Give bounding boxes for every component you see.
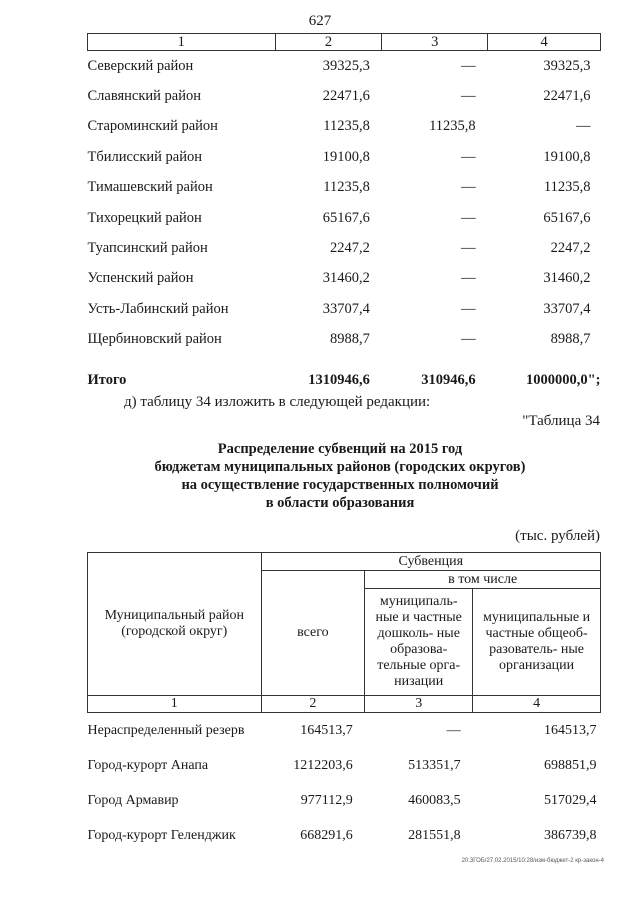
value-col4: 698851,9 [544, 757, 597, 773]
page-number: 627 [308, 13, 332, 29]
district-name: Славянский район [87, 88, 202, 105]
value-col4: 19100,8 [543, 148, 591, 165]
district-name: Туапсинский район [87, 240, 208, 257]
column-number: 2 [275, 34, 382, 51]
value-col4: 8988,7 [550, 331, 591, 348]
header-including: в том числе [365, 571, 601, 589]
value-col3: — [461, 148, 476, 165]
value-col2: 1212203,6 [293, 757, 353, 773]
value-col4: 31460,2 [543, 270, 591, 287]
district-name: Тихорецкий район [87, 209, 202, 226]
column-number: 3 [382, 34, 488, 51]
district-name: Город Армавир [87, 792, 179, 808]
title-line: в области образования [265, 495, 415, 511]
value-col3: 281551,8 [408, 827, 461, 843]
district-name: Тимашевский район [87, 179, 213, 196]
table-row [88, 783, 601, 818]
table-row [88, 81, 601, 111]
value-col2: 39325,3 [322, 57, 370, 74]
units-label: (тыс. рублей) [515, 528, 600, 544]
header-district: Муниципальный район (городской округ) [88, 553, 262, 696]
title-line: Распределение субвенций на 2015 год [217, 441, 463, 457]
district-name: Город-курорт Анапа [87, 757, 209, 773]
value-col4: 39325,3 [543, 57, 591, 74]
total-col2: 1310946,6 [308, 371, 370, 388]
table-row [88, 294, 601, 324]
value-col3: — [461, 331, 476, 348]
table-row [88, 233, 601, 263]
header-general: муниципальные и частные общеоб- разователь- ные организации [473, 589, 601, 696]
header-subvention: Субвенция [261, 553, 600, 571]
district-name: Староминский район [87, 118, 218, 135]
value-col4: 33707,4 [543, 300, 591, 317]
district-name: Нераспределенный резерв [87, 722, 245, 738]
table-title [60, 440, 620, 512]
table-row [88, 112, 601, 142]
title-line: на осуществление государственных полномочий [181, 477, 499, 493]
district-name: Щербиновский район [87, 331, 222, 348]
total-col4: 1000000,0"; [525, 371, 601, 388]
value-col3: — [461, 300, 476, 317]
value-col3: — [461, 240, 476, 257]
value-col2: 164513,7 [300, 722, 353, 738]
value-col3: — [461, 209, 476, 226]
value-col3: — [461, 57, 476, 74]
value-col4: 65167,6 [543, 209, 591, 226]
table-label: "Таблица 34 [522, 413, 600, 429]
value-col2: 33707,4 [322, 300, 370, 317]
value-col2: 65167,6 [322, 209, 370, 226]
table-row [88, 142, 601, 172]
value-col3: — [461, 270, 476, 287]
column-number: 1 [88, 696, 262, 713]
column-number-row [88, 34, 601, 51]
value-col4: — [576, 118, 591, 135]
column-number: 4 [488, 34, 601, 51]
column-number: 2 [261, 696, 365, 713]
subvention-table-34 [87, 552, 601, 853]
table-row [88, 713, 601, 749]
value-col3: — [461, 88, 476, 105]
value-col4: 22471,6 [543, 88, 591, 105]
header-preschool: муниципаль- ные и частные дошколь- ные образова- тельные орга- низации [365, 589, 473, 696]
column-number: 4 [473, 696, 601, 713]
table-row [88, 173, 601, 203]
value-col4: 164513,7 [544, 722, 597, 738]
value-col2: 11235,8 [323, 118, 370, 135]
district-name: Успенский район [87, 270, 194, 287]
value-col3: 513351,7 [408, 757, 461, 773]
title-line: бюджетам муниципальных районов (городских округов) [154, 459, 526, 475]
value-col3: 460083,5 [408, 792, 461, 808]
subvention-table-continued [87, 33, 601, 391]
value-col2: 668291,6 [300, 827, 353, 843]
table-row [88, 325, 601, 355]
value-col3: — [461, 179, 476, 196]
value-col2: 2247,2 [329, 240, 370, 257]
value-col4: 517029,4 [544, 792, 597, 808]
column-number-row [88, 696, 601, 713]
table-row [88, 203, 601, 233]
value-col2: 31460,2 [322, 270, 370, 287]
amendment-paragraph: д) таблицу 34 изложить в следующей редакции: [124, 394, 431, 410]
value-col2: 11235,8 [323, 179, 370, 196]
column-number: 3 [365, 696, 473, 713]
footer-file-ref: 20.3ГОБ/27.02.2015/10:28/изм-бюджет-2 кр-закон-4 [461, 858, 604, 864]
district-name: Усть-Лабинский район [87, 300, 229, 317]
value-col3: 11235,8 [429, 118, 476, 135]
total-col3: 310946,6 [421, 371, 476, 388]
value-col3: — [446, 722, 461, 738]
column-number: 1 [88, 34, 276, 51]
total-label: Итого [87, 371, 127, 388]
value-col4: 386739,8 [544, 827, 597, 843]
district-name: Тбилисский район [87, 148, 203, 165]
value-col2: 977112,9 [300, 792, 353, 808]
value-col2: 19100,8 [322, 148, 370, 165]
header-total: всего [261, 571, 365, 696]
table-row [88, 51, 601, 82]
district-name: Северский район [87, 57, 194, 74]
district-name: Город-курорт Геленджик [87, 827, 236, 843]
table-row [88, 748, 601, 783]
value-col2: 8988,7 [329, 331, 370, 348]
value-col4: 11235,8 [543, 179, 591, 196]
table-row [88, 818, 601, 853]
table-row [88, 264, 601, 294]
value-col2: 22471,6 [322, 88, 370, 105]
value-col4: 2247,2 [550, 240, 591, 257]
total-row [88, 355, 601, 391]
